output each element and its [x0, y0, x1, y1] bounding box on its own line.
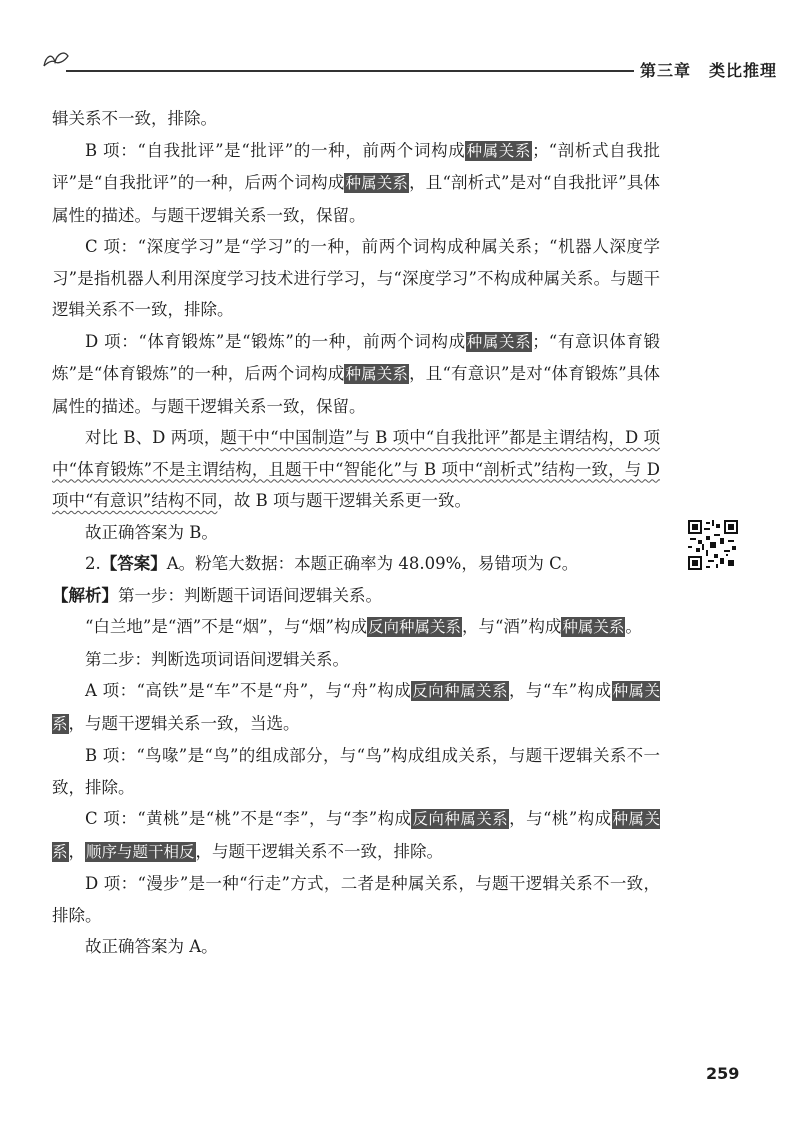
running-header: [40, 44, 778, 80]
header-rule: [66, 70, 634, 72]
text-run: ；“有意识体育锻炼”是“体育锻炼”的一种，后两个词构成: [52, 331, 660, 383]
text-run: ，且“剖析式”是对“自我批评”具体属性的描述。与题干逻辑关系一致，保留。: [52, 173, 660, 225]
text-run: 对比 B、D 两项，: [85, 428, 221, 447]
question-number: 2.: [85, 554, 101, 573]
qr-code: [688, 520, 738, 570]
highlight-tag: 反向种属关系: [412, 810, 509, 828]
text-run: ，与题干逻辑关系不一致，排除。: [195, 841, 444, 861]
text-run: ；“剖析式自我批评”是“自我批评”的一种，后两个词构成: [52, 140, 660, 192]
text-run: ，与“酒”构成: [462, 617, 562, 636]
page-number: 259: [706, 1064, 740, 1083]
text-run: 故正确答案为 B。: [85, 522, 218, 542]
paragraph-comparison: [52, 422, 660, 517]
highlight-tag: 反向种属关系: [367, 618, 461, 636]
text-run: 第一步：判断题干词语间逻辑关系。: [118, 585, 382, 605]
chapter-number: 第三章: [640, 61, 692, 80]
text-run: ，且“有意识”是对“体育锻炼”具体属性的描述。与题干逻辑关系一致，保留。: [52, 364, 660, 416]
text-run: ，故 B 项与题干逻辑关系更一致。: [217, 491, 471, 510]
paragraph-option-c: [52, 231, 660, 326]
text-run: B 项：“鸟喙”是“鸟”的组成部分，与“鸟”构成组成关系，与题干逻辑关系不一致，排除。: [52, 746, 660, 797]
text-run: A 项：“高铁”是“车”不是“舟”，与“舟”构成: [85, 681, 412, 700]
highlight-tag: 顺序与题干相反: [86, 842, 195, 861]
text-run: 第二步：判断选项词语间逻辑关系。: [85, 649, 349, 669]
highlight-tag: 种属关系: [345, 365, 409, 383]
text-run: 。: [625, 617, 642, 636]
text-run: ，: [68, 841, 86, 861]
text-run: C 项：“深度学习”是“学习”的一种，前两个词构成种属关系；“机器人深度学习”是指机器人利用深度学习技术进行学习，与“深度学习”不构成种属关系。与题干逻辑关系不一致，排除。: [52, 237, 660, 319]
highlight-tag: 种属关系: [466, 332, 532, 351]
paragraph-option-d-2: [52, 868, 660, 931]
text-run: A。粉笔大数据：本题正确率为 48.09%，易错项为 C。: [166, 554, 579, 573]
paragraph-stem: [52, 611, 660, 644]
highlight-tag: 种属关系: [345, 174, 409, 192]
paragraph-option-b-2: [52, 740, 660, 803]
text-run: ，与题干逻辑关系一致，当选。: [68, 713, 300, 733]
paragraph: [52, 103, 660, 135]
highlight-tag: 种属关系: [466, 141, 532, 160]
highlight-tag: 种属关系: [52, 810, 660, 861]
text-run: “白兰地”是“酒”不是“烟”，与“烟”构成: [85, 617, 367, 636]
paragraph-option-a: [52, 675, 660, 740]
text-run: 辑关系不一致，排除。: [52, 109, 217, 128]
text-run: D 项：“体育锻炼”是“锻炼”的一种，前两个词构成: [85, 331, 466, 351]
paragraph-analysis: [52, 580, 660, 612]
text-run: B 项：“自我批评”是“批评”的一种，前两个词构成: [85, 140, 466, 160]
text-run: ，与“车”构成: [508, 681, 612, 700]
highlight-tag: 种属关系: [52, 682, 660, 733]
wavy-underlined-text: 题干中“中国制造”与 B 项中“自我批评”都是主谓结构，D 项中“体育锻炼”不是主谓结构，且题干中“智能化”与 B 项中“剖析式”结构一致，与 D 项中“有意识”结构不同: [52, 428, 660, 510]
section-title: 类比推理: [709, 61, 778, 80]
highlight-tag: 反向种属关系: [412, 682, 508, 700]
text-run: 故正确答案为 A。: [85, 937, 218, 956]
text-run: D 项：“漫步”是一种“行走”方式，二者是种属关系，与题干逻辑关系不一致，排除。: [52, 874, 660, 925]
paragraph-step-2: [52, 644, 660, 676]
body-text: [52, 103, 660, 963]
text-run: C 项：“黄桃”是“桃”不是“李”，与“李”构成: [85, 809, 412, 828]
paragraph-option-c-2: [52, 803, 660, 868]
paragraph-answer-2: [52, 548, 660, 580]
paragraph-option-b: [52, 135, 660, 232]
paragraph-option-d: [52, 326, 660, 423]
paragraph-answer-3: [52, 931, 660, 963]
answer-label: 【答案】: [100, 554, 167, 573]
analysis-label: 【解析】: [52, 585, 118, 605]
chapter-title: [640, 58, 777, 81]
paragraph-answer-1: [52, 517, 660, 549]
highlight-tag: 种属关系: [562, 618, 625, 636]
text-run: ，与“桃”构成: [509, 809, 612, 828]
leaf-sprout-icon: [40, 48, 70, 70]
